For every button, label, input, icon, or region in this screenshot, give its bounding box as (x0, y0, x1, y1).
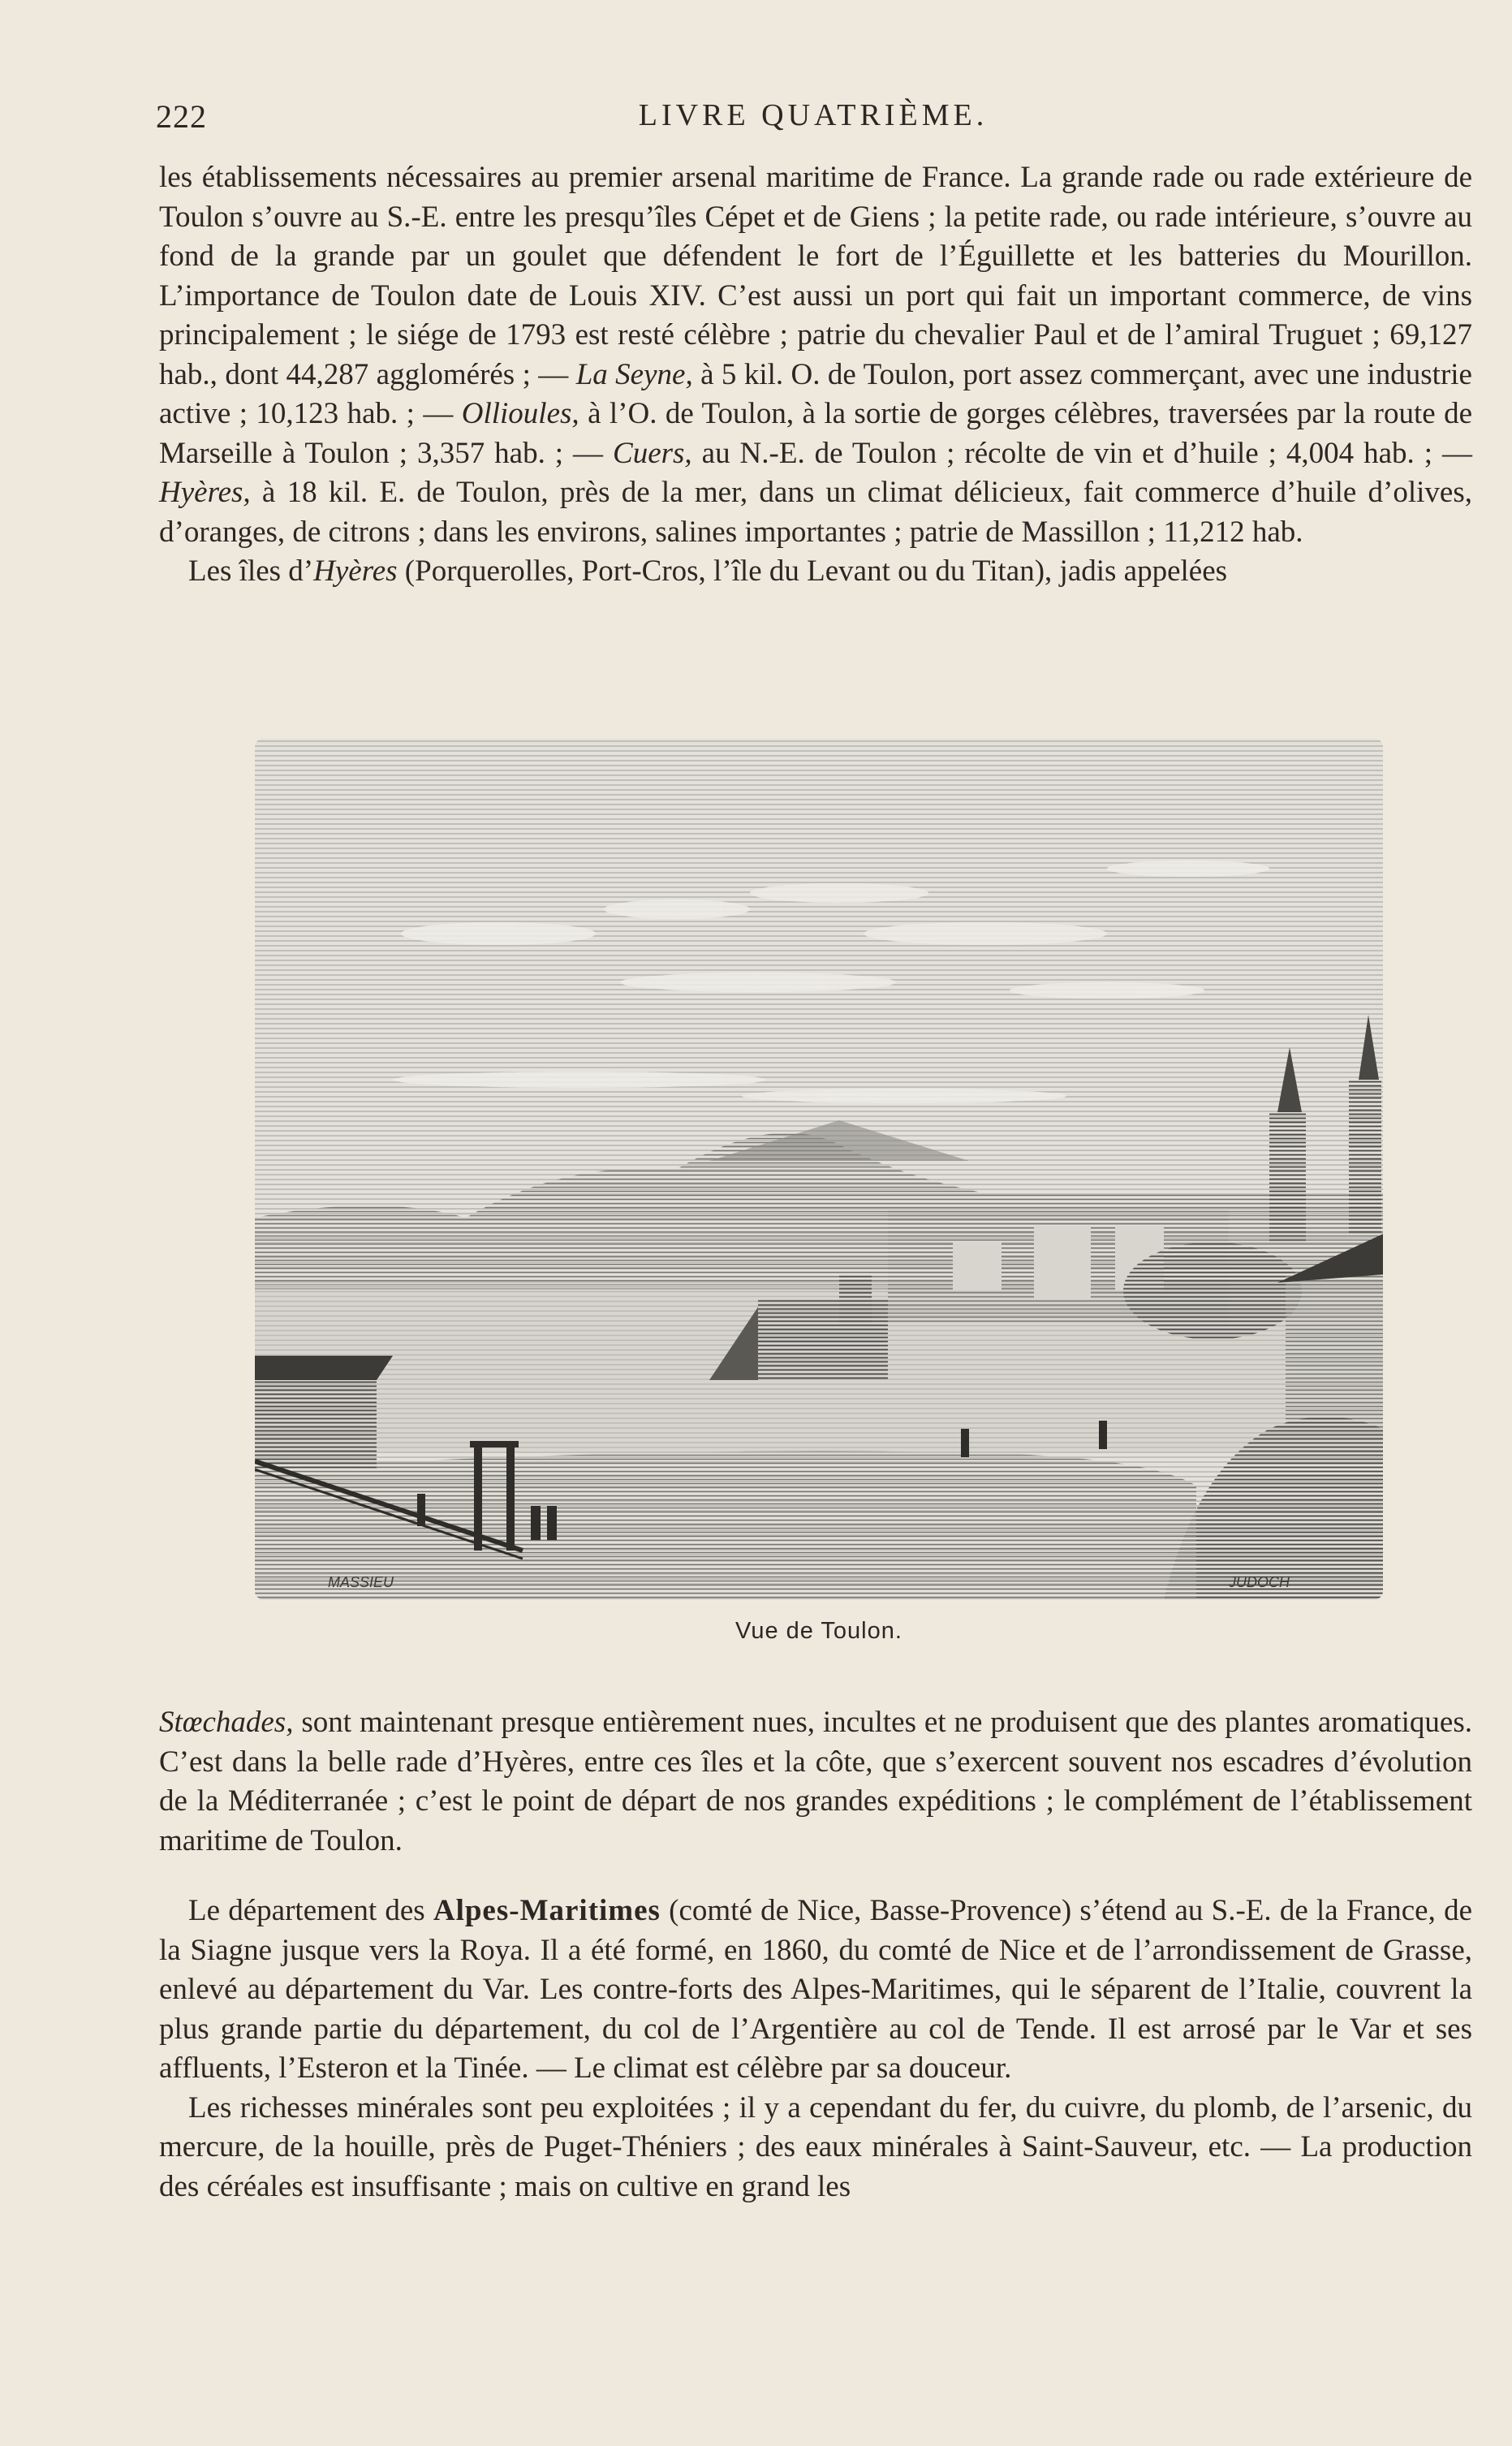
shore (255, 1452, 1196, 1600)
term-stoechades: Stœchades, (159, 1706, 294, 1739)
trees (1123, 1242, 1302, 1339)
paragraph-toulon: les établissements nécessaires au premier arsenal maritime de France. La grande rade ou rade extérieure de Toulon s’ouvre au S.-E. entre les presqu’îles Cépet et de Giens ; la petite rade, ou rade intérieure, s’ouvre au fond de la grande par un goulet que défendent le fort de l’Éguillette et les batteries du Mourillon. L’importance de Toulon date de Louis XIV. C’est aussi un port qui fait un important commerce, de vins principalement ; le siége de 1793 est resté célèbre ; patrie du chevalier Paul et de l’amiral Truguet ; 69,127 hab., dont 44,287 agglomérés ; — La Seyne, à 5 kil. O. de Toulon, port assez commerçant, avec une industrie active ; 10,123 hab. ; — Ollioules, à l’O. de Toulon, à la sortie de gorges célèbres, traversées par la route de Marseille à Toulon ; 3,357 hab. ; — Cuers, au N.-E. de Toulon ; récolte de vin et d’huile ; 4,004 hab. ; — Hyères, à 18 kil. E. de Toulon, près de la mer, dans un climat délicieux, fait commerce d’huile d’olives, d’oranges, de citrons ; dans les environs, salines importantes ; patrie de Massillon ; 11,212 hab. (159, 161, 1473, 549)
place-hyeres-islands: Hyères (313, 554, 398, 588)
top-text-block (159, 158, 1472, 592)
place-cuers: Cuers, (613, 436, 692, 470)
page-header (156, 97, 1471, 146)
place-la-seyne: La Seyne, (575, 357, 693, 391)
running-head: LIVRE QUATRIÈME. (638, 98, 989, 132)
engraver-signature-right: JUDOCH (1229, 1574, 1290, 1590)
bottom-text-block (159, 1703, 1472, 2207)
engraving-vue-de-toulon (255, 739, 1383, 1599)
place-ollioules: Ollioules, (461, 397, 579, 430)
department-name: Alpes-Maritimes (433, 1894, 661, 1927)
paragraph-richesses: Les richesses minérales sont peu exploitées ; il y a cependant du fer, du cuivre, du plomb, de l’arsenic, du mercure, de la houille, près de Puget-Théniers ; des eaux minérales à Saint-Sauveur, etc. — La production des céréales est insuffisante ; mais on cultive en grand les (159, 2090, 1472, 2203)
place-hyeres: Hyères, (159, 476, 251, 509)
engraver-signature-left: MASSIEU (328, 1574, 394, 1590)
paragraph-iles-hyeres: Les îles d’Hyères (Porquerolles, Port-Cros, l’île du Levant ou du Titan), jadis appelées (188, 554, 1228, 588)
paragraph-stoechades: Stœchades, sont maintenant presque entièrement nues, incultes et ne produisent que des plantes aromatiques. C’est dans la belle rade d’Hyères, entre ces îles et la côte, que s’exercent souvent nos escadres d’évolution de la Méditerranée ; c’est le point de départ de nos grandes expéditions ; le complément de l’établissement maritime de Toulon. (159, 1706, 1472, 1857)
figure-caption: Vue de Toulon. (735, 1618, 902, 1644)
paragraph-alpes-maritimes: Le département des Alpes-Maritimes (comté de Nice, Basse-Provence) s’étend au S.-E. de la France, de la Siagne jusque vers la Roya. Il a été formé, en 1860, du comté de Nice et de l’arrondissement de Grasse, enlevé au département du Var. Les contre-forts des Alpes-Maritimes, qui le séparent de l’Italie, couvrent la plus grande partie du département, du col de l’Argentière au col de Tende. Il est arrosé par le Var et ses affluents, l’Esteron et la Tinée. — Le climat est célèbre par sa douceur. (159, 1894, 1472, 2085)
page-number: 222 (156, 98, 207, 135)
